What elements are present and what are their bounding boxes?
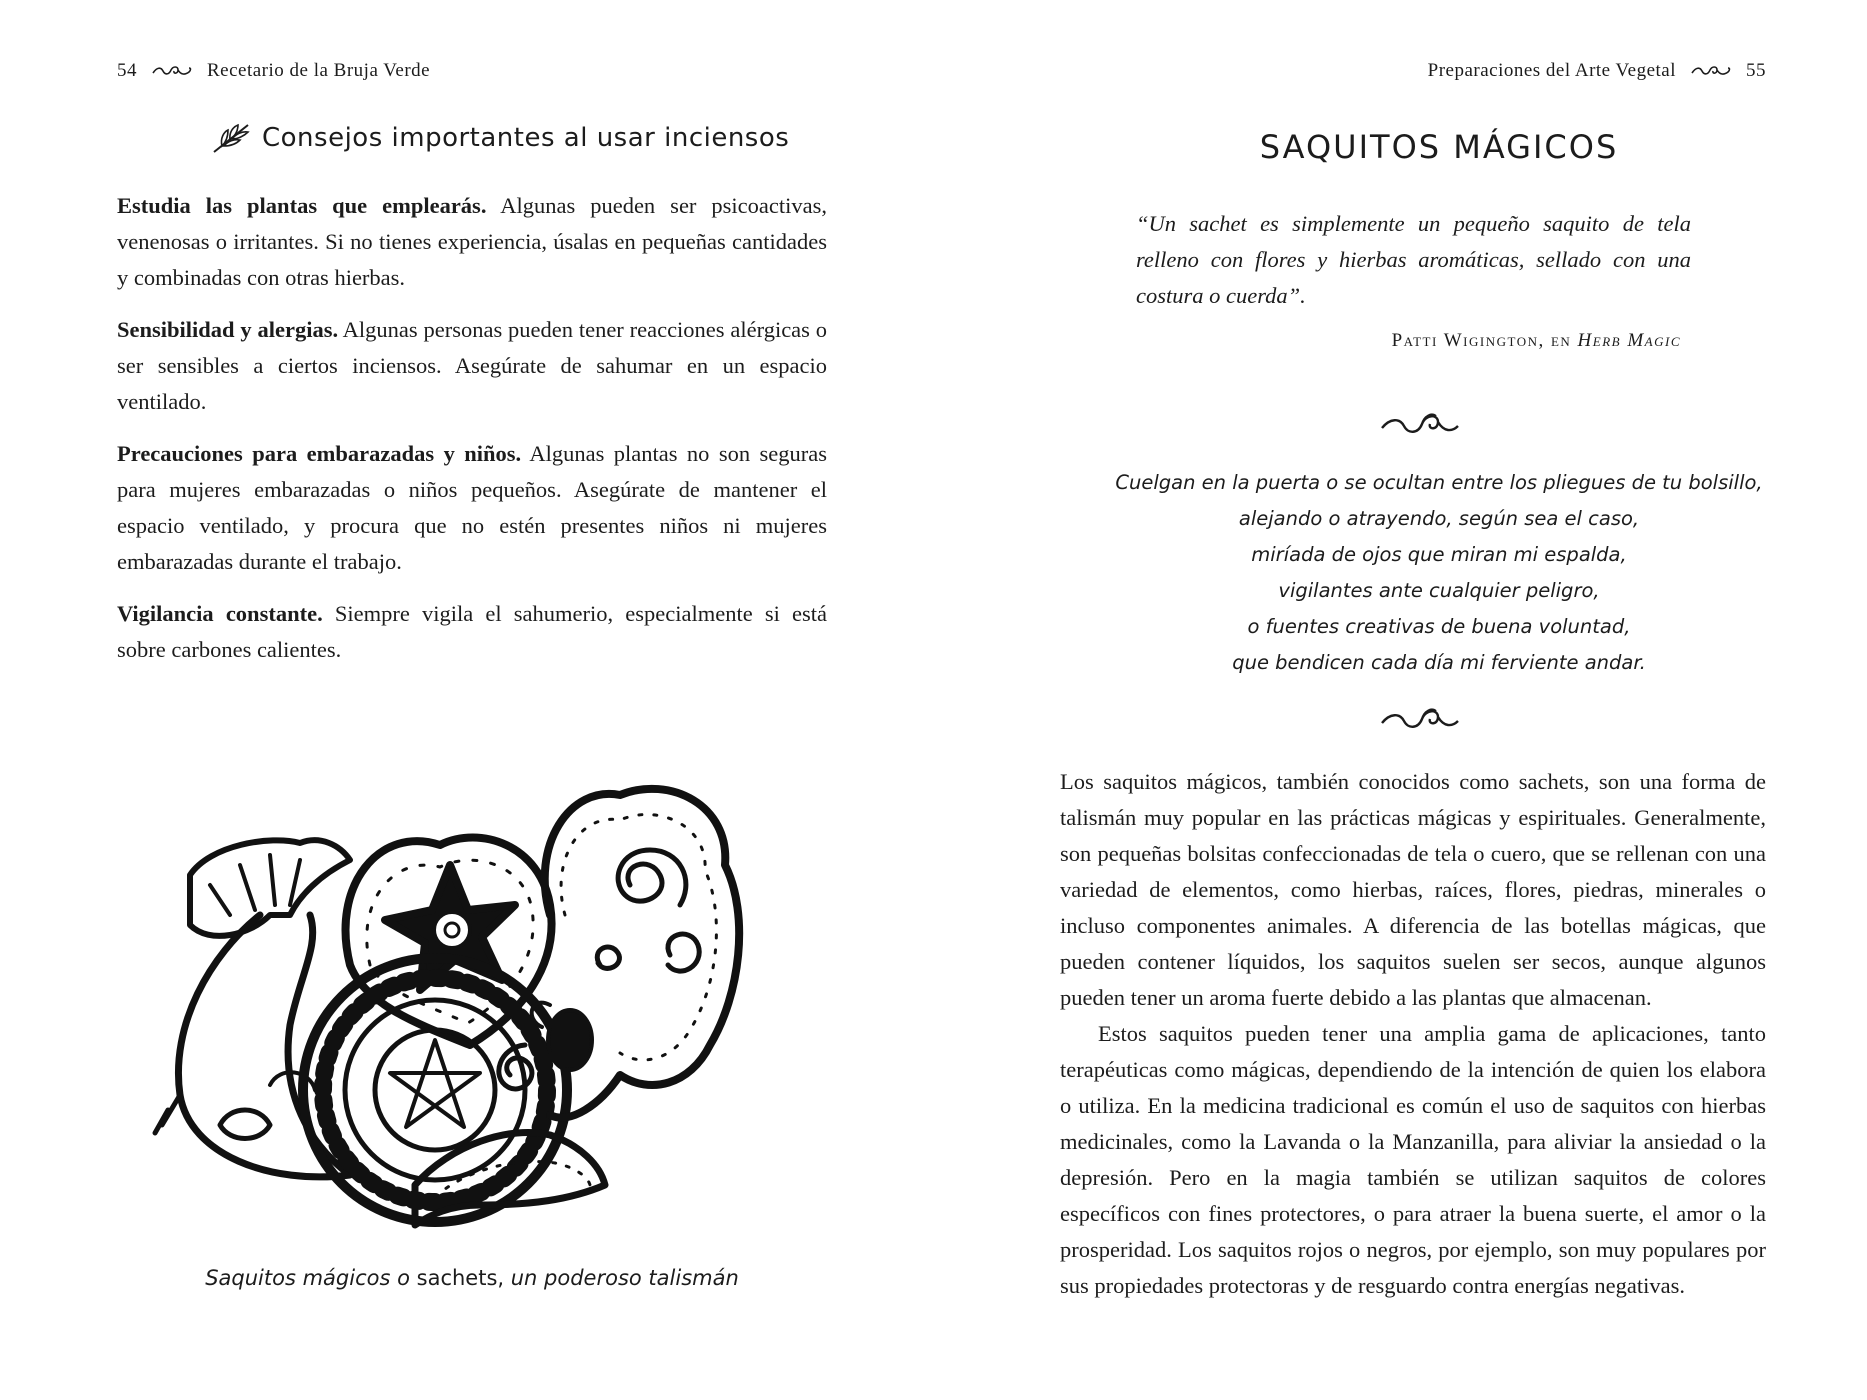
body-paragraph: Los saquitos mágicos, también conocidos como sachets, son una forma de talismán muy popular en las prácticas mágicas y espirituales. Generalmente, son pequeñas bolsitas confeccionadas de tela o cuero, que se rellenan con una variedad de elementos, como hierbas, raíces, flores, piedras, minerales o incluso componentes animales. A diferencia de las botellas mágicas, que pueden contener líquidos, los saquitos suelen ser secos, aunque algunos pueden tener un aroma fuerte debido a las plantas que almacenan. xyxy=(1060,769,1766,1010)
poem-line: vigilantes ante cualquier peligro, xyxy=(1278,579,1600,602)
right-page xyxy=(933,0,1867,1400)
running-title: Preparaciones del Arte Vegetal xyxy=(1427,60,1676,81)
body-text xyxy=(1060,764,1766,1304)
chapter-title: SAQUITOS MÁGICOS xyxy=(1259,128,1619,166)
epigraph-quote: “Un sachet es simplemente un pequeño saquito de tela relleno con flores y hierbas aromáticas, sellado con una costura o cuerda”. xyxy=(1136,211,1691,308)
page-number: 54 xyxy=(117,60,137,81)
epigraph-book: Herb Magic xyxy=(1571,330,1681,351)
tip-title: Precauciones para embarazadas y niños. xyxy=(117,441,522,466)
page-number: 55 xyxy=(1746,60,1766,81)
epigraph-author: Patti Wigington, en xyxy=(1391,330,1572,351)
caption-part-1: Saquitos mágicos o xyxy=(205,1266,410,1290)
tip-title: Vigilancia constante. xyxy=(117,601,323,626)
tip-text: Algunas plantas no son seguras para mujeres embarazadas o niños pequeños. Asegúrate de mantener el espacio ventilado, y procura que no estén presentes niños ni mujeres embarazadas durante el trabajo. xyxy=(117,441,828,574)
poem-line: o fuentes creativas de buena voluntad, xyxy=(1247,615,1631,638)
section-heading-text: Consejos importantes al usar inciensos xyxy=(262,123,790,153)
tip-text: Siempre vigila el sahumerio, especialmente si está sobre carbones calientes. xyxy=(117,601,827,662)
tip-item xyxy=(117,312,827,420)
flourish-icon xyxy=(1378,703,1462,733)
tip-item xyxy=(117,596,827,668)
flourish-icon xyxy=(1690,64,1732,78)
tip-item xyxy=(117,188,827,296)
poem xyxy=(933,465,1867,681)
running-head-right xyxy=(1428,60,1766,82)
left-page xyxy=(0,0,933,1400)
poem-line: Cuelgan en la puerta o se ocultan entre los pliegues de tu bolsillo, xyxy=(1115,471,1763,494)
sachets-talisman-illustration xyxy=(150,765,790,1245)
caption-part-3: un poderoso talismán xyxy=(510,1266,739,1290)
tip-title: Estudia las plantas que emplearás. xyxy=(117,193,487,218)
tips-list xyxy=(117,188,827,684)
flourish-icon xyxy=(1378,408,1462,438)
poem-line: alejando o atrayendo, según sea el caso, xyxy=(1238,507,1640,530)
body-paragraph: Estos saquitos pueden tener una amplia gama de aplicaciones, tanto terapéuticas como mágicas, dependiendo de la intención de quien los elabora o utiliza. En la medicina tradicional es común el uso de saquitos con hierbas medicinales, como la Lavanda o la Manzanilla, para aliviar la ansiedad o la depresión. Pero en la magia también se utilizan saquitos de colores específicos con fines protectores, o para atraer la buena suerte, el amor o la prosperidad. Los saquitos rojos o negros, por ejemplo, son muy populares por sus propiedades protectoras y de resguardo contra energías negativas. xyxy=(1060,1021,1766,1298)
tip-text: Algunas personas pueden tener reacciones alérgicas o ser sensibles a ciertos inciensos. Asegúrate de sahumar en un espacio ventilado. xyxy=(117,317,827,414)
poem-line: que bendicen cada día mi ferviente andar. xyxy=(1232,651,1646,674)
tip-item xyxy=(117,436,827,580)
leaf-icon xyxy=(210,122,252,154)
running-head-left xyxy=(117,60,430,82)
flourish-icon xyxy=(151,64,193,78)
poem-line: miríada de ojos que miran mi espalda, xyxy=(1251,543,1627,566)
tip-title: Sensibilidad y alergias. xyxy=(117,317,339,342)
tip-text: Algunas pueden ser psicoactivas, venenosas o irritantes. Si no tienes experiencia, úsalas en pequeñas cantidades y combinadas con otras hierbas. xyxy=(117,193,828,290)
caption-part-2: sachets, xyxy=(409,1266,511,1290)
running-title: Recetario de la Bruja Verde xyxy=(207,60,431,81)
epigraph-attribution xyxy=(933,330,1681,352)
section-heading xyxy=(210,122,789,154)
figure-caption xyxy=(117,1266,827,1290)
